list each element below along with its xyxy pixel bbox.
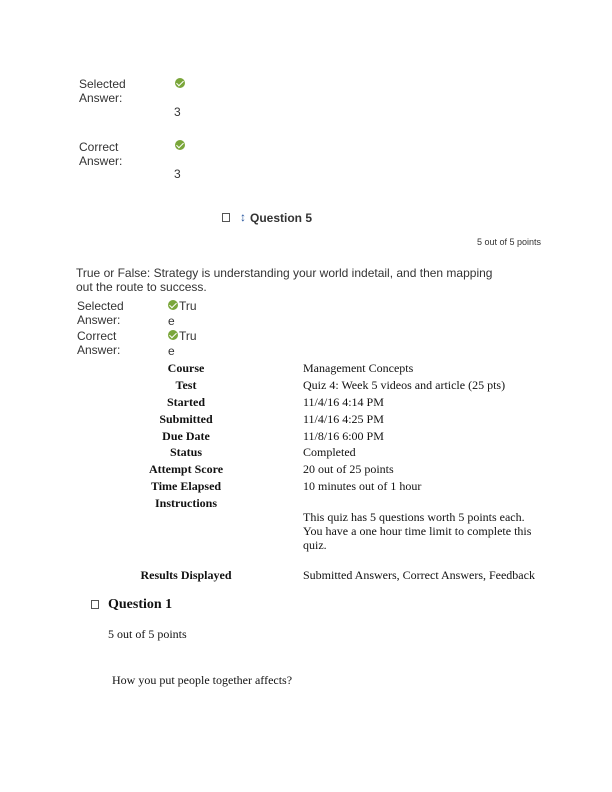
correct-answer-value: 3 (174, 167, 181, 181)
submitted-label: Submitted (159, 412, 213, 426)
question-text-line: out the route to success. (76, 280, 207, 294)
correct-answer-label (79, 140, 122, 168)
q5-correct-answer-value-wrap: e (168, 344, 175, 358)
test-label: Test (175, 378, 197, 392)
check-icon (168, 330, 178, 340)
label-line: Correct (79, 140, 119, 154)
submitted-value: 11/4/16 4:25 PM (303, 412, 384, 426)
attempt-score-label: Attempt Score (148, 462, 224, 476)
status-label: Status (169, 445, 202, 459)
label-line: Selected (79, 77, 126, 91)
label-line: Answer: (79, 91, 123, 105)
reorder-arrow-icon: ↕ (240, 210, 246, 224)
label-line: Selected (77, 299, 124, 313)
test-value: Quiz 4: Week 5 videos and article (25 pts) (303, 378, 506, 392)
question-5-points: 5 out of 5 points (476, 237, 541, 247)
check-icon (168, 300, 178, 310)
q5-correct-answer-value: Tru (179, 329, 197, 343)
label-line: Answer: (77, 313, 121, 327)
time-elapsed-value: 10 minutes out of 1 hour (303, 479, 422, 493)
selected-answer-value: 3 (174, 105, 181, 119)
due-date-label: Due Date (162, 429, 210, 443)
results-displayed-value: Submitted Answers, Correct Answers, Feedback (303, 568, 535, 582)
started-value: 11/4/16 4:14 PM (303, 395, 384, 409)
due-date-value: 11/8/16 6:00 PM (303, 429, 384, 443)
label-line: Correct (77, 329, 117, 343)
collapse-toggle-icon[interactable] (91, 600, 99, 609)
question-1-text: How you put people together affects? (112, 673, 293, 687)
instructions-line: You have a one hour time limit to complete this (303, 524, 532, 538)
results-displayed-label: Results Displayed (140, 568, 232, 582)
status-value: Completed (303, 445, 356, 459)
question-5-title: Question 5 (250, 211, 313, 225)
instructions-line: This quiz has 5 questions worth 5 points each. (303, 510, 525, 524)
instructions-value (303, 510, 531, 552)
instructions-label: Instructions (154, 496, 217, 510)
course-label: Course (167, 361, 205, 375)
question-5-text (76, 266, 546, 294)
attempt-score-value: 20 out of 25 points (303, 462, 394, 476)
label-line: Answer: (79, 154, 123, 168)
q5-selected-answer-value-wrap: e (168, 314, 175, 328)
q5-correct-answer-label (77, 329, 120, 357)
q5-selected-answer-value: Tru (179, 299, 197, 313)
instructions-line: quiz. (303, 538, 327, 552)
course-value: Management Concepts (303, 361, 414, 375)
question-1-points: 5 out of 5 points (108, 627, 187, 641)
started-label: Started (167, 395, 205, 409)
time-elapsed-label: Time Elapsed (150, 479, 222, 493)
q5-selected-answer-label (77, 299, 124, 327)
check-icon (175, 140, 185, 150)
selected-answer-label (79, 77, 126, 105)
collapse-toggle-icon[interactable] (222, 213, 230, 222)
question-text-line: True or False: Strategy is understanding your world indetail, and then mapping (76, 266, 493, 280)
check-icon (175, 78, 185, 88)
label-line: Answer: (77, 343, 121, 357)
question-1-title: Question 1 (108, 597, 173, 612)
